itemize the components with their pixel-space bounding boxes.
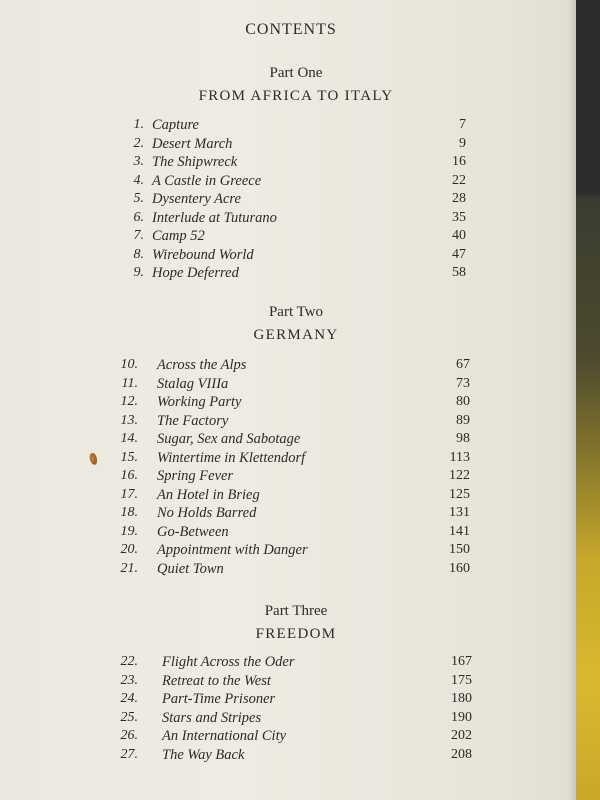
chapter-title: A Castle in Greece: [152, 172, 262, 189]
chapter-page-number: 16: [452, 154, 466, 169]
chapter-row: [0, 265, 600, 284]
chapter-title: The Way Back: [162, 746, 245, 763]
chapter-row: [0, 247, 600, 266]
chapter-row: [0, 210, 600, 229]
chapter-number: 20.: [120, 542, 138, 557]
chapter-title: The Factory: [157, 412, 229, 429]
chapter-row: [0, 542, 600, 561]
chapter-row: [0, 561, 600, 580]
chapter-title: Go-Between: [157, 523, 229, 540]
chapter-page-number: 113: [449, 449, 470, 465]
chapter-title: Stalag VIIIa: [157, 375, 229, 392]
chapter-title: Dysentery Acre: [152, 191, 241, 207]
chapter-number: 11.: [121, 375, 138, 391]
chapter-title: Quiet Town: [157, 560, 224, 577]
chapter-row: [0, 691, 600, 710]
chapter-row: [0, 487, 600, 506]
chapter-title: Wirebound World: [152, 246, 254, 263]
chapter-page-number: 40: [452, 228, 466, 243]
chapter-row: [0, 728, 600, 747]
chapter-number: 12.: [120, 394, 138, 409]
chapter-page-number: 202: [451, 728, 472, 743]
chapter-row: [0, 154, 600, 173]
chapter-title: Desert March: [152, 135, 233, 152]
chapter-row: [0, 413, 600, 432]
chapter-page-number: 98: [456, 431, 470, 446]
chapter-row: [0, 136, 600, 155]
chapter-row: [0, 468, 600, 487]
part-three-chapter-list: [0, 654, 600, 765]
chapter-page-number: 180: [451, 691, 472, 706]
chapter-number: 19.: [120, 523, 138, 539]
chapter-page-number: 160: [449, 560, 470, 576]
chapter-title: The Shipwreck: [152, 154, 238, 170]
chapter-number: 17.: [120, 486, 138, 502]
chapter-number: 22.: [120, 654, 138, 669]
part-three-label: Part Three: [264, 603, 328, 619]
chapter-title: Hope Deferred: [152, 265, 239, 281]
chapter-number: 1.: [133, 117, 144, 132]
chapter-number: 6.: [133, 209, 144, 225]
chapter-title: No Holds Barred: [157, 505, 257, 521]
chapter-page-number: 175: [451, 672, 472, 688]
chapter-row: [0, 394, 600, 413]
chapter-title: Across the Alps: [157, 357, 247, 373]
chapter-number: 21.: [120, 560, 138, 576]
part-one-chapter-list: [0, 117, 600, 284]
chapter-row: [0, 505, 600, 524]
chapter-number: 8.: [133, 246, 144, 262]
chapter-number: 3.: [133, 154, 144, 169]
chapter-number: 26.: [120, 728, 138, 743]
chapter-page-number: 47: [452, 246, 466, 262]
chapter-number: 16.: [120, 468, 138, 483]
chapter-page-number: 9: [459, 135, 466, 151]
chapter-title: An International City: [162, 728, 287, 744]
chapter-number: 27.: [120, 746, 138, 762]
chapter-page-number: 125: [449, 486, 470, 502]
chapter-page-number: 167: [451, 654, 472, 669]
chapter-page-number: 28: [452, 191, 466, 206]
chapter-number: 7.: [133, 228, 144, 243]
chapter-page-number: 89: [456, 412, 470, 428]
chapter-title: Flight Across the Oder: [162, 654, 295, 670]
chapter-row: [0, 654, 600, 673]
chapter-row: [0, 191, 600, 210]
chapter-row: [0, 747, 600, 766]
chapter-row: [0, 228, 600, 247]
chapter-row: [0, 710, 600, 729]
chapter-number: 18.: [120, 505, 138, 520]
chapter-number: 4.: [133, 172, 144, 188]
chapter-page-number: 80: [456, 394, 470, 409]
chapter-row: [0, 376, 600, 395]
chapter-number: 9.: [133, 265, 144, 280]
part-one-label: Part One: [269, 65, 323, 81]
chapter-page-number: 122: [449, 468, 470, 483]
part-three-title: FREEDOM: [255, 626, 337, 642]
chapter-page-number: 35: [452, 209, 466, 225]
chapter-page-number: 7: [459, 117, 466, 132]
chapter-title: An Hotel in Brieg: [157, 486, 260, 503]
chapter-title: Appointment with Danger: [157, 542, 308, 558]
chapter-row: [0, 173, 600, 192]
chapter-number: 5.: [133, 191, 144, 206]
chapter-number: 13.: [120, 412, 138, 428]
chapter-title: Spring Fever: [157, 468, 234, 484]
chapter-title: Retreat to the West: [162, 672, 271, 689]
chapter-number: 14.: [120, 431, 138, 446]
chapter-row: [0, 357, 600, 376]
part-one-title: FROM AFRICA TO ITALY: [198, 88, 394, 104]
part-two-label: Part Two: [268, 304, 324, 320]
chapter-number: 15.: [120, 449, 138, 465]
chapter-page-number: 22: [452, 172, 466, 188]
chapter-title: Working Party: [157, 394, 242, 410]
chapter-title: Wintertime in Klettendorf: [157, 449, 306, 466]
chapter-number: 24.: [120, 691, 138, 706]
chapter-page-number: 67: [456, 357, 470, 372]
chapter-title: Stars and Stripes: [162, 709, 262, 726]
chapter-row: [0, 524, 600, 543]
contents-heading: CONTENTS: [245, 21, 337, 38]
chapter-number: 2.: [133, 135, 144, 151]
chapter-page-number: 58: [452, 265, 466, 280]
chapter-row: [0, 117, 600, 136]
chapter-row: [0, 673, 600, 692]
chapter-title: Capture: [152, 117, 199, 133]
chapter-page-number: 141: [449, 523, 470, 539]
chapter-page-number: 150: [449, 542, 470, 557]
chapter-number: 23.: [120, 672, 138, 688]
chapter-row: [0, 431, 600, 450]
chapter-page-number: 208: [451, 746, 472, 762]
chapter-number: 10.: [120, 357, 138, 372]
chapter-title: Interlude at Tuturano: [152, 209, 277, 226]
chapter-title: Part-Time Prisoner: [162, 691, 276, 707]
chapter-page-number: 73: [456, 375, 470, 391]
chapter-page-number: 131: [449, 505, 470, 520]
chapter-row: [0, 450, 600, 469]
part-two-title: GERMANY: [253, 327, 339, 343]
chapter-page-number: 190: [451, 709, 472, 725]
chapter-title: Camp 52: [152, 228, 205, 244]
chapter-title: Sugar, Sex and Sabotage: [157, 431, 301, 447]
chapter-number: 25.: [120, 709, 138, 725]
part-two-chapter-list: [0, 357, 600, 579]
